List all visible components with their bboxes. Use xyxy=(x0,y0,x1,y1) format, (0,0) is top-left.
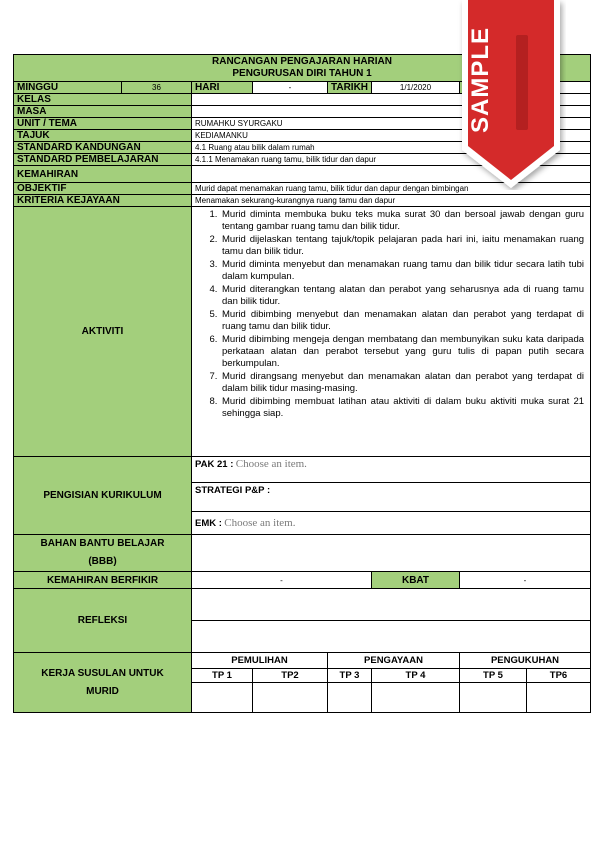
standard-kandungan-label: STANDARD KANDUNGAN xyxy=(14,142,192,154)
kbat-label: KBAT xyxy=(372,572,460,589)
tp-6: TP6 xyxy=(527,669,591,683)
group-pemulihan: PEMULIHAN xyxy=(192,653,328,669)
strategi-label: STRATEGI P&P : xyxy=(195,485,271,496)
aktiviti-item: 3. Murid diminta menyebut dan menamakan ruang tamu dan bilik tidur secara latih tubi dalam kumpulan. xyxy=(220,259,584,283)
aktiviti-item: 7. Murid dirangsang menyebut dan menamakan alatan dan perabot yang terdapat di dalam bilik tidur masing-masing. xyxy=(220,371,584,395)
bbb-label-cell xyxy=(14,535,192,572)
tp-2-value xyxy=(253,683,328,713)
tp-4: TP 4 xyxy=(372,669,460,683)
tajuk-value: KEDIAMANKU xyxy=(192,130,591,142)
tp-5: TP 5 xyxy=(460,669,527,683)
tarikh-label: TARIKH xyxy=(328,82,372,94)
standard-kandungan-value: 4.1 Ruang atau bilik dalam rumah xyxy=(192,142,591,154)
kemahiran-label: KEMAHIRAN xyxy=(14,166,192,183)
emk-label: EMK : xyxy=(195,517,222,529)
standard-pembelajaran-label: STANDARD PEMBELAJARAN xyxy=(14,154,192,166)
group-pengayaan: PENGAYAAN xyxy=(328,653,460,669)
kriteria-value: Menamakan sekurang-kurangnya ruang tamu dan dapur xyxy=(192,195,591,207)
unit-label: UNIT / TEMA xyxy=(14,118,192,130)
aktiviti-item: 2. Murid dijelaskan tentang tajuk/topik pelajaran pada hari ini, iaitu menamakan ruang tamu dan bilik tidur. xyxy=(220,234,584,258)
masa-label: MASA xyxy=(14,106,192,118)
susulan-label-cell xyxy=(14,653,192,713)
sample-stamp-bar xyxy=(516,35,528,130)
aktiviti-item: 6. Murid dibimbing mengeja dengan membatang dan membunyikan suku kata daripada perkataan alatan dan perabot tersebut yang guru tulis di papan putih secara berkumpulan. xyxy=(220,334,584,370)
aktiviti-content xyxy=(192,207,591,457)
refleksi-row-1 xyxy=(192,589,591,621)
aktiviti-label-cell xyxy=(14,207,192,457)
susulan-label-2: MURID xyxy=(86,685,119,697)
susulan-label: KERJA SUSULAN UNTUK xyxy=(41,667,164,679)
tajuk-label: TAJUK xyxy=(14,130,192,142)
refleksi-label: REFLEKSI xyxy=(77,615,128,626)
aktiviti-label: AKTIVITI xyxy=(81,326,124,337)
kurikulum-label: PENGISIAN KURIKULUM xyxy=(43,490,162,501)
bbb-label-abbr: (BBB) xyxy=(88,556,117,567)
tp-2: TP2 xyxy=(253,669,328,683)
minggu-value: 36 xyxy=(122,82,192,94)
refleksi-row-2 xyxy=(192,621,591,653)
minggu-label: MINGGU xyxy=(14,82,122,94)
sample-stamp-text: SAMPLE xyxy=(467,27,494,134)
aktiviti-item: 5. Murid dibimbing menyebut dan menamakan alatan dan perabot yang terdapat di ruang tamu dan bilik tidur. xyxy=(220,309,584,333)
hari-label: HARI xyxy=(192,82,253,94)
berfikir-label: KEMAHIRAN BERFIKIR xyxy=(14,572,192,589)
tp-4-value xyxy=(372,683,460,713)
objektif-label: OBJEKTIF xyxy=(14,183,192,195)
emk-cell xyxy=(192,512,591,535)
kurikulum-label-cell xyxy=(14,457,192,535)
pak-label: PAK 21 : xyxy=(195,459,234,470)
aktiviti-list xyxy=(194,209,584,420)
tp-3-value xyxy=(328,683,372,713)
tp-1-value xyxy=(192,683,253,713)
objektif-value: Murid dapat menamakan ruang tamu, bilik tidur dan dapur dengan bimbingan xyxy=(192,183,591,195)
emk-dropdown[interactable]: Choose an item. xyxy=(224,516,296,529)
kriteria-label: KRITERIA KEJAYAAN xyxy=(14,195,192,207)
tp-6-value xyxy=(527,683,591,713)
tp-5-value xyxy=(460,683,527,713)
tp-1: TP 1 xyxy=(192,669,253,683)
pak-cell xyxy=(192,457,591,483)
unit-value: RUMAHKU SYURGAKU xyxy=(192,118,591,130)
berfikir-value: - xyxy=(192,572,372,589)
page-subtitle: PENGURUSAN DIRI TAHUN 1 xyxy=(232,68,372,79)
strategi-cell xyxy=(192,483,591,512)
kelas-label: KELAS xyxy=(14,94,192,106)
bbb-label: BAHAN BANTU BELAJAR xyxy=(40,538,165,549)
tarikh-value: 1/1/2020 xyxy=(372,82,460,94)
tp-3: TP 3 xyxy=(328,669,372,683)
kbat-value: - xyxy=(460,572,591,589)
hari-value: - xyxy=(253,82,328,94)
standard-pembelajaran-value: 4.1.1 Menamakan ruang tamu, bilik tidur dan dapur xyxy=(192,154,591,166)
aktiviti-item: 1. Murid diminta membuka buku teks muka surat 30 dan bersoal jawab dengan guru tentang gambar ruang tamu dan bilik tidur. xyxy=(220,209,584,233)
aktiviti-item: 4. Murid diterangkan tentang alatan dan perabot yang seharusnya ada di ruang tamu dan bilik tidur. xyxy=(220,284,584,308)
group-pengukuhan: PENGUKUHAN xyxy=(460,653,591,669)
bbb-value xyxy=(192,535,591,572)
refleksi-label-cell xyxy=(14,589,192,653)
aktiviti-item: 8. Murid dibimbing membuat latihan atau aktiviti di dalam buku aktiviti muka surat 21 sehingga siap. xyxy=(220,396,584,420)
pak-dropdown[interactable]: Choose an item. xyxy=(235,458,307,470)
page-title: RANCANGAN PENGAJARAN HARIAN xyxy=(212,56,393,67)
